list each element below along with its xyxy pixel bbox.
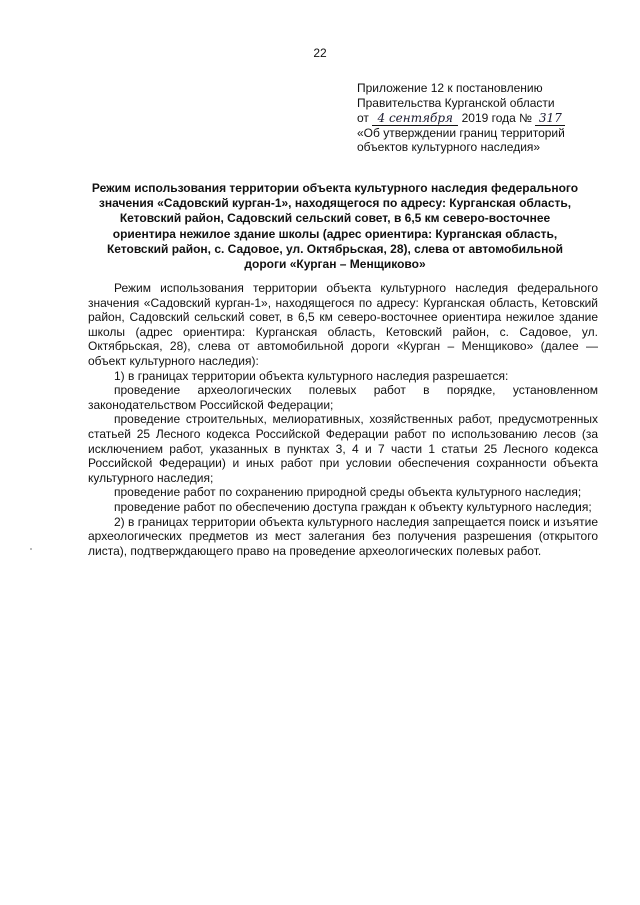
paragraph-intro: Режим использования территории объекта культурного наследия федерального значения «Садовский курган-1», находящегося по адресу: Курганская область, Кетовский район, Садовский сельский совет, в 6,5 км северо-восточнее ориентира нежилое здание школы (адрес ориентира: Курганская область, Кетовский район, с. Садовое, ул. Октябрьская, 28), слева от автомобильной дороги «Курган – Менщиково» (далее — объект культурного наследия): bbox=[88, 281, 598, 368]
appendix-line-2: Правительства Курганской области bbox=[357, 95, 555, 110]
appendix-line-5: объектов культурного наследия» bbox=[357, 140, 541, 155]
paragraph-allowed-nature: проведение работ по сохранению природной среды объекта культурного наследия; bbox=[114, 485, 582, 500]
paragraph-allowed-archaeology: проведение археологических полевых работ в порядке, установленном законодательством Российской Федерации; bbox=[88, 383, 598, 412]
appendix-line-1: Приложение 12 к постановлению bbox=[357, 81, 543, 95]
handwritten-date: 4 сентября bbox=[372, 112, 458, 126]
paragraph-allowed-access: проведение работ по обеспечению доступа граждан к объекту культурного наследия; bbox=[114, 499, 592, 514]
handwritten-number: 317 bbox=[535, 112, 565, 126]
appendix-header bbox=[357, 81, 597, 155]
document-title: Режим использования территории объекта культурного наследия федерального значения «Садовский курган-1», находящегося по адресу: Курганская область, Кетовский район, Садовский сельский совет, в 6,5 км северо-восточнее ориентира нежилое здание школы (адрес ориентира: Курганская область, Кетовский район, с. Садовое, ул. Октябрьская, 28), слева от автомобильной дороги «Курган – Менщиково» bbox=[91, 181, 579, 272]
appendix-line-4: «Об утверждении границ территорий bbox=[357, 125, 565, 140]
paragraph-allowed-heading: 1) в границах территории объекта культурного наследия разрешается: bbox=[114, 368, 509, 383]
year-text: 2019 года № bbox=[461, 110, 533, 125]
page-number: 22 bbox=[313, 46, 327, 60]
scan-mark bbox=[30, 548, 32, 550]
date-prefix: от bbox=[357, 110, 369, 125]
paragraph-allowed-construction: проведение строительных, мелиоративных, хозяйственных работ, предусмотренных статьей 25 Лесного кодекса Российской Федерации работ по использованию лесов (за исключением работ, указанных в пунктах 3, 4 и 7 части 1 статьи 25 Лесного кодекса Российской Федерации) и иных работ при условии обеспечения сохранности объекта культурного наследия; bbox=[88, 412, 598, 485]
paragraph-prohibited: 2) в границах территории объекта культурного наследия запрещается поиск и изъятие археологических предметов из мест залегания без получения разрешения (открытого листа), подтверждающего право на проведение археологических полевых работ. bbox=[88, 514, 598, 558]
document-body bbox=[88, 281, 598, 558]
appendix-date-line bbox=[357, 111, 597, 126]
